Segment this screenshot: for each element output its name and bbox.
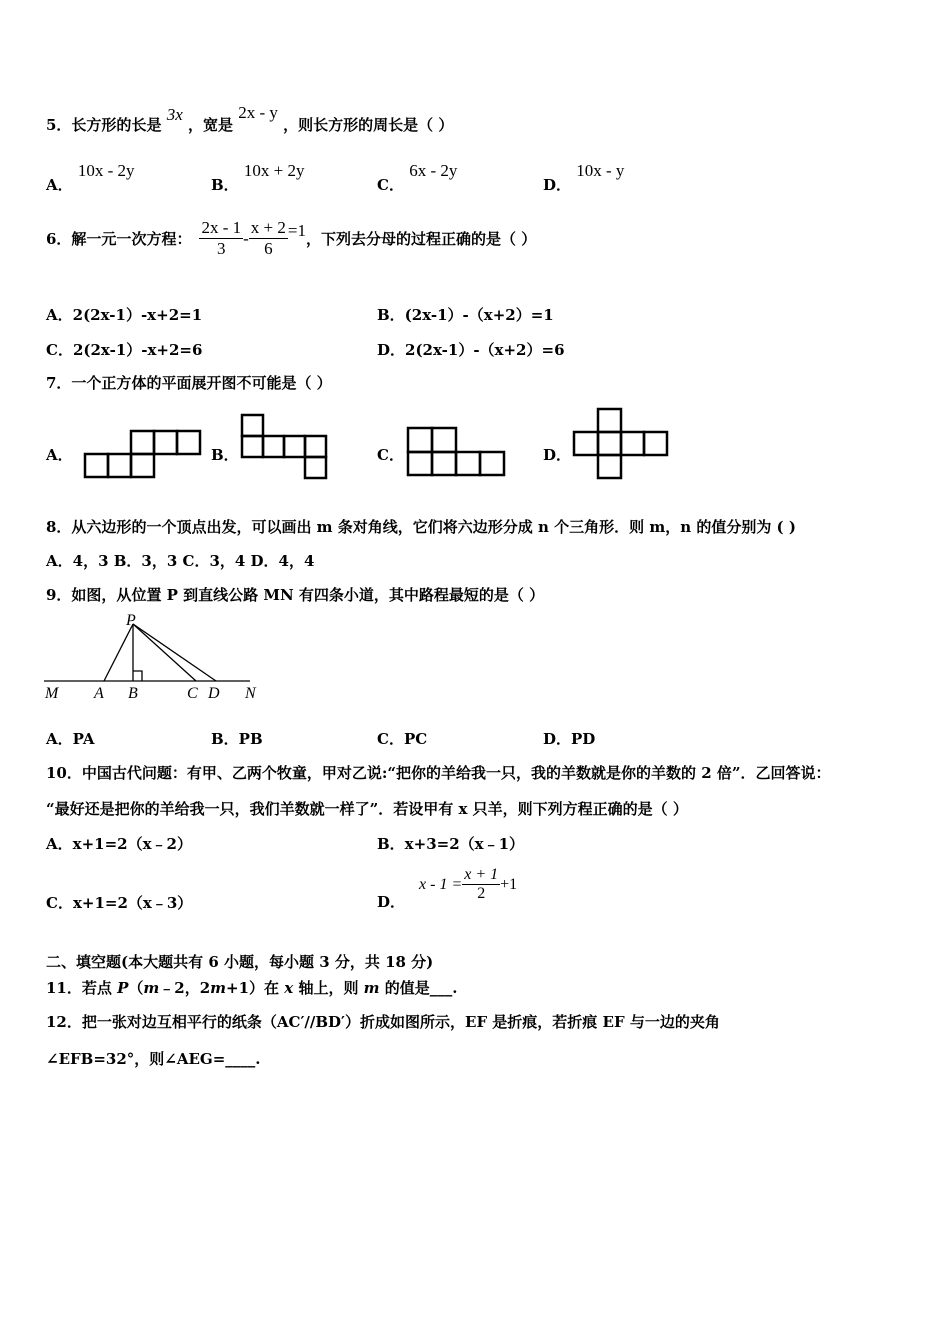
q7-b-square: [263, 436, 284, 457]
q5-length-expr: 3x: [166, 105, 183, 124]
q11-point-p: P: [117, 979, 129, 997]
q9-label-n: N: [245, 685, 256, 702]
q5-option-b[interactable]: [211, 160, 305, 194]
q5-width-expr: 2x - y: [238, 103, 278, 122]
q7-d-square: [598, 409, 621, 432]
q9-figure: [44, 612, 264, 704]
q11-var-m1: m: [143, 979, 160, 997]
q7-d-square: [644, 432, 667, 455]
q11-paren-open: （: [128, 979, 144, 997]
q7-b-square: [242, 436, 263, 457]
q7-d-square: [574, 432, 598, 455]
q9-label-m: M: [45, 685, 59, 702]
q7-b-square: [305, 457, 326, 478]
q10-option-c[interactable]: C．x+1=2（x﹣3）: [46, 894, 193, 912]
q9-option-b[interactable]: B．PB: [211, 730, 263, 748]
q6-stem-pre: 6．解一元一次方程：: [46, 230, 192, 248]
q7-d-square: [598, 455, 621, 478]
q10-option-d[interactable]: [377, 866, 518, 911]
q5-option-d-expr: 10x - y: [576, 161, 625, 180]
q5-option-c-expr: 6x - 2y: [409, 161, 458, 180]
q6-equals: =1: [287, 220, 306, 240]
q7-c-square: [456, 452, 480, 475]
q9-label-a: A: [94, 685, 104, 702]
q8-options[interactable]: A．4，3 B．3，3 C．3，4 D．4，4: [46, 552, 315, 570]
q7-b-square: [284, 436, 305, 457]
q7-figure-b[interactable]: [241, 414, 331, 480]
q9-path-pd: [133, 624, 216, 681]
q7-a-square: [108, 454, 131, 477]
q7-c-square: [408, 428, 432, 452]
q7-a-square: [131, 454, 154, 477]
q5-option-d[interactable]: [543, 160, 625, 194]
q7-option-d-label[interactable]: D．: [543, 446, 572, 464]
q10-option-d-label: D．: [377, 893, 406, 911]
q5-option-d-label: D．: [543, 176, 572, 194]
q7-option-a-label[interactable]: A．: [46, 446, 73, 464]
q9-option-c[interactable]: C．PC: [377, 730, 428, 748]
q7-stem: 7．一个正方体的平面展开图不可能是（ ）: [46, 374, 332, 392]
q11-stem: [46, 977, 458, 998]
q9-right-angle-mark: [133, 671, 142, 681]
q6-minus: -: [243, 228, 249, 248]
q6-fraction-1: [199, 218, 243, 259]
q11-var-m2: m: [210, 979, 227, 997]
q5-option-b-expr: 10x + 2y: [243, 161, 305, 180]
q7-a-square: [85, 454, 108, 477]
q7-d-square: [621, 432, 644, 455]
q9-stem: 9．如图，从位置 P 到直线公路 MN 有四条小道，其中路程最短的是（ ）: [46, 586, 545, 604]
q9-label-p: P: [126, 612, 136, 629]
q7-c-square: [432, 452, 456, 475]
q10-option-a[interactable]: A．x+1=2（x﹣2）: [46, 835, 192, 853]
q5-option-c-label: C．: [377, 176, 404, 194]
q6-option-b[interactable]: B．(2x-1）-（x+2）=1: [377, 306, 554, 324]
q9-option-d[interactable]: D．PD: [543, 730, 596, 748]
q6-option-c[interactable]: C．2(2x-1）-x+2=6: [46, 341, 203, 359]
q10-option-d-left: x - 1 =: [419, 875, 463, 893]
q9-path-pa: [104, 624, 133, 681]
q8-stem: 8．从六边形的一个顶点出发，可以画出 m 条对角线，它们将六边形分成 n 个三角形．则 m，n 的值分别为 ( ): [46, 518, 796, 536]
q5-stem-mid: ，宽是: [187, 116, 233, 134]
q5-stem-pre: 5．长方形的长是: [46, 116, 162, 134]
q10-option-d-right: +1: [500, 875, 518, 893]
q9-label-d: D: [208, 685, 220, 702]
q10-option-b[interactable]: B．x+3=2（x﹣1）: [377, 835, 525, 853]
q11-post: 的值是___.: [379, 979, 458, 997]
q11-mid3: 轴上，则: [293, 979, 364, 997]
q7-c-square: [480, 452, 504, 475]
q6-option-d[interactable]: D．2(2x-1）-（x+2）=6: [377, 341, 565, 359]
q7-b-square: [242, 415, 263, 436]
q9-label-b: B: [128, 685, 138, 702]
q11-mid1: ﹣2，2: [159, 979, 211, 997]
q7-option-c-label[interactable]: C．: [377, 446, 404, 464]
q7-figure-c[interactable]: [407, 427, 505, 477]
q5-stem-post: ，则长方形的周长是（ ）: [283, 116, 454, 134]
section-2-title: 二、填空题(本大题共有 6 小题，每小题 3 分，共 18 分): [46, 953, 434, 971]
q12-stem-line1: 12．把一张对边互相平行的纸条（AC′//BD′）折成如图所示，EF 是折痕，若折痕 EF 与一边的夹角: [46, 1013, 720, 1031]
q5-option-a-label: A．: [46, 176, 73, 194]
q7-a-square: [154, 431, 177, 454]
q6-option-a[interactable]: A．2(2x-1）-x+2=1: [46, 306, 203, 324]
q6-fraction-2-numerator: x + 2: [250, 218, 286, 237]
q9-option-a[interactable]: A．PA: [46, 730, 95, 748]
q11-pre: 11．若点: [46, 979, 118, 997]
q10-option-d-numerator: x + 1: [464, 866, 499, 883]
q11-var-m3: m: [363, 979, 380, 997]
q7-a-square: [131, 431, 154, 454]
q7-figure-d[interactable]: [573, 408, 669, 480]
q6-fraction-2-denominator: 6: [249, 238, 288, 259]
q7-a-square: [177, 431, 200, 454]
q6-fraction-2: [249, 218, 288, 259]
q7-b-square: [305, 436, 326, 457]
q6-fraction-1-denominator: 3: [199, 238, 243, 259]
q5-option-a-expr: 10x - 2y: [77, 161, 135, 180]
q10-option-d-denominator: 2: [462, 884, 500, 903]
q10-option-d-fraction: [462, 866, 500, 903]
q5-option-b-label: B．: [211, 176, 239, 194]
q6-stem: [46, 218, 536, 259]
q7-figure-a[interactable]: [84, 430, 202, 480]
q6-fraction-1-numerator: 2x - 1: [201, 218, 242, 237]
q7-d-square: [598, 432, 621, 455]
q7-c-square: [408, 452, 432, 475]
q10-stem-line2: “最好还是把你的羊给我一只，我们羊数就一样了”．若设甲有 x 只羊，则下列方程正确的是（ ）: [46, 800, 688, 818]
q9-label-c: C: [187, 685, 198, 702]
q12-stem-line2: ∠EFB=32°，则∠AEG=____.: [46, 1050, 261, 1068]
q10-stem-line1: 10．中国古代问题：有甲、乙两个牧童，甲对乙说:“把你的羊给我一只，我的羊数就是你的羊数的 2 倍”．乙回答说：: [46, 764, 831, 782]
q5-option-a[interactable]: [46, 160, 135, 194]
q5-option-c[interactable]: [377, 160, 458, 194]
q5-stem: [46, 103, 454, 135]
q11-var-x: x: [284, 979, 294, 997]
q6-stem-post: ，下列去分母的过程正确的是（ ）: [305, 230, 537, 248]
q7-c-square: [432, 428, 456, 452]
q11-mid2: +1）在: [226, 979, 285, 997]
q7-option-b-label[interactable]: B．: [211, 446, 239, 464]
